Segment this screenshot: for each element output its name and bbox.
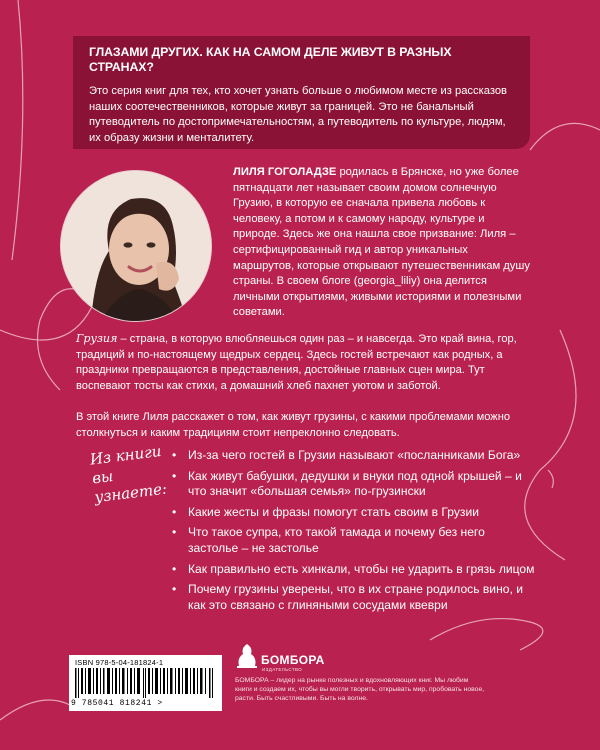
publisher-name: БОМБОРА [261,653,325,667]
series-description: Это серия книг для тех, кто хочет узнать больше о любимом месте из рассказов наших соотечественников, которые живут за границей. Это не банальный путеводитель по достопримечательностям, а путеводитель по культуре, людям, их образу жизни и менталитету. [89,85,508,144]
author-photo [60,170,212,322]
isbn-label: ISBN 978-5-04-181824-1 [75,658,164,667]
intro-text: – страна, в которую влюбляешься один раз – и навсегда. Это край вина, гор, традиций и по-настоящему щедрых сердец. Здесь гостей встречают как родных, а праздники превращаются в представления, достойные главных сцен мира. Тут воспевают тосты как стихи, а домашний хлеб пахнет уютом и заботой. [76,333,517,392]
publisher-subtitle: ИЗДАТЕЛЬСТВО [262,667,303,672]
learn-label-line1: Из книги [88,441,163,469]
publisher-description: БОМБОРА – лидер на рынке полезных и вдохновляющих книг. Мы любим книги и создаем их, чтобы вы могли творить, открывать мир, пробовать новое, расти. Быть счастливыми. Быть на волне. [235,677,485,702]
isbn-barcode-block [69,655,222,711]
author-name: ЛИЛЯ ГОГОЛАДЗЕ [233,166,337,178]
book-summary: В этой книге Лиля расскажет о том, как живут грузины, с какими проблемами можно столкнуться и каким традициям стоит непреклонно следовать. [76,411,510,439]
list-item: • Как живут бабушки, дедушки и внуки под одной крышей – и что значит «большая семья» по-грузински [166,469,536,500]
intro-paragraph [76,331,536,394]
list-item: • Какие жесты и фразы помогут стать своим в Грузии [166,505,536,521]
barcode-icon [75,668,216,698]
series-title: ГЛАЗАМИ ДРУГИХ. КАК НА САМОМ ДЕЛЕ ЖИВУТ В РАЗНЫХ СТРАНАХ? [89,45,452,74]
intro-lead-word: Грузия [76,332,118,345]
learn-label-line2: вы узнаете: [91,467,168,507]
learn-list [166,448,536,618]
list-item: • Как правильно есть хинкали, чтобы не ударить в грязь лицом [166,562,536,578]
series-banner [73,36,530,149]
publisher-logo [235,640,375,670]
author-bio [233,165,530,321]
author-bio-text: родилась в Брянске, но уже более пятнадцати лет называет своим домом солнечную Грузию, в которую ее сначала привела любовь к человеку, а потом и к самому народу, культуре и природе. Здесь же она нашла свое призвание: Лиля – сертифицированный гид и автор уникальных маршрутов, которые открывают путешественникам душу страны. В своем блоге (georgia_liliy) она делится личными открытиями, живыми историями и полезными советами. [233,166,530,319]
list-item: • Из-за чего гостей в Грузии называют «посланниками Бога» [166,448,536,464]
list-item: • Что такое супра, кто такой тамада и почему без него застолье – не застолье [166,525,536,556]
publisher-hat-icon [235,640,259,670]
list-item: • Почему грузины уверены, что в их стране родилось вино, и как это связано с глиняными сосудами квеври [166,582,536,613]
isbn-digits: 9 785041 818241 > [71,699,163,708]
